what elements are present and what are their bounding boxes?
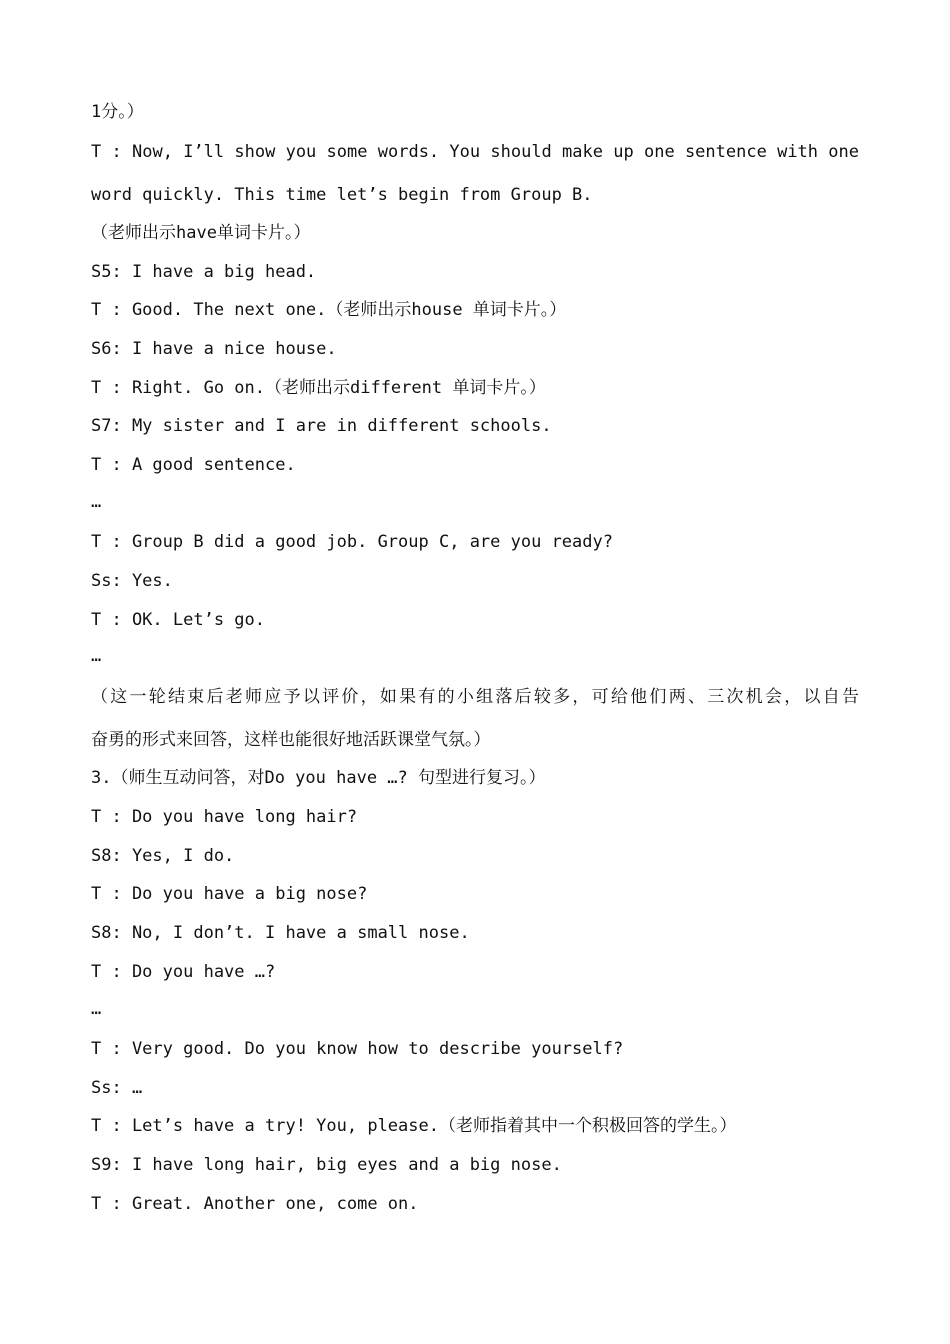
text-line: T : Do you have a big nose?: [91, 884, 368, 904]
text-line: S6: I have a nice house.: [91, 339, 337, 359]
text-line: …: [91, 646, 102, 666]
text-line: S5: I have a big head.: [91, 262, 317, 282]
text-line: T : Now, I’ll show you some words. You should make up one sentence with one: [91, 142, 859, 162]
text-line: T : Do you have …?: [91, 962, 276, 982]
text-line: Ss: …: [91, 1078, 143, 1098]
text-line: 1分。）: [91, 102, 144, 122]
text-line: （老师出示have单词卡片。）: [91, 223, 311, 243]
text-line: T : A good sentence.: [91, 455, 296, 475]
text-line: …: [91, 999, 102, 1019]
text-line: word quickly. This time let’s begin from Group B.: [91, 185, 593, 205]
text-line: T : Good. The next one.（老师出示house 单词卡片。）: [91, 300, 567, 320]
text-line: T : Let’s have a try! You, please.（老师指着其中一个积极回答的学生。）: [91, 1116, 737, 1136]
text-line: Ss: Yes.: [91, 571, 173, 591]
text-line: 奋勇的形式来回答，这样也能很好地活跃课堂气氛。）: [91, 730, 491, 750]
text-line: S8: Yes, I do.: [91, 846, 235, 866]
text-line: 3.（师生互动问答，对Do you have …? 句型进行复习。）: [91, 768, 546, 788]
text-line: …: [91, 492, 102, 512]
text-line: T : Great. Another one, come on.: [91, 1194, 419, 1214]
text-line: S8: No, I don’t. I have a small nose.: [91, 923, 470, 943]
text-line: S9: I have long hair, big eyes and a big nose.: [91, 1155, 562, 1175]
text-line: T : OK. Let’s go.: [91, 610, 265, 630]
text-line: T : Do you have long hair?: [91, 807, 358, 827]
text-line: S7: My sister and I are in different schools.: [91, 416, 552, 436]
text-line: T : Group B did a good job. Group C, are you ready?: [91, 532, 613, 552]
text-line: T : Right. Go on.（老师出示different 单词卡片。）: [91, 378, 546, 398]
text-line: （这一轮结束后老师应予以评价，如果有的小组落后较多，可给他们两、三次机会，以自告: [91, 687, 859, 707]
text-line: T : Very good. Do you know how to describe yourself?: [91, 1039, 624, 1059]
